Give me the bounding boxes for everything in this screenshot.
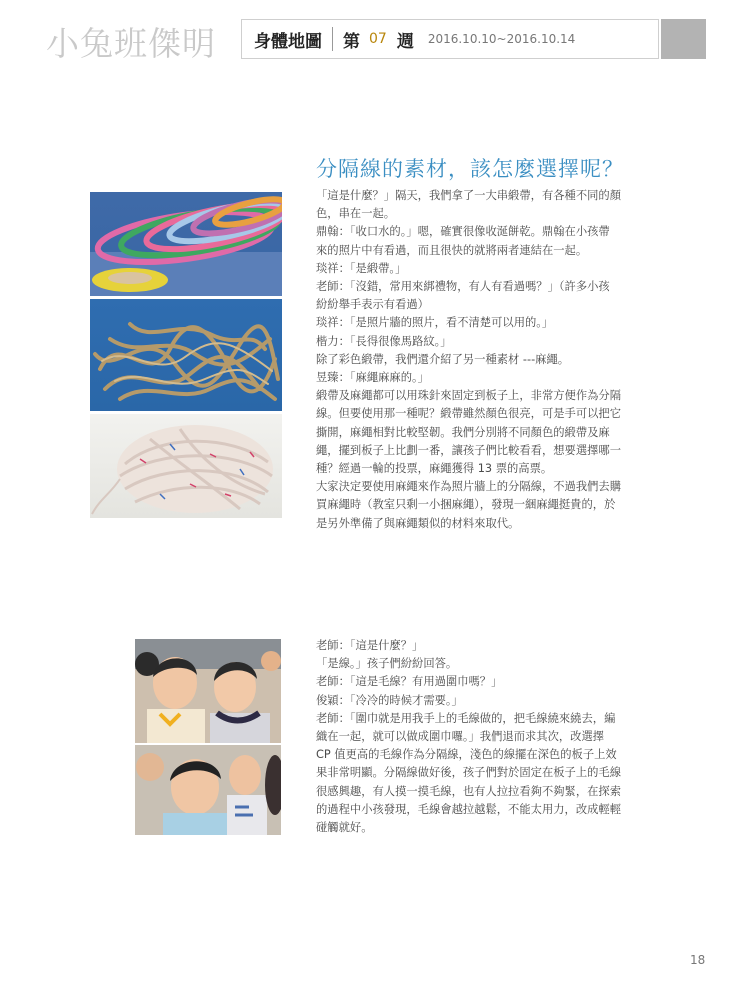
header-bar	[241, 19, 659, 59]
jute-rope-photo	[90, 299, 282, 411]
text-line: 昱臻：「麻繩麻麻的。」	[316, 371, 429, 385]
children-photo-2	[135, 745, 281, 835]
text-line: 「這是什麼？」隔天，我們拿了一大串緞帶，有各種不同的顏	[316, 189, 622, 202]
page-number: 18	[690, 953, 706, 967]
text-line: 碰觸就好。	[316, 821, 373, 835]
text-line: 除了彩色緞帶，我們還介紹了另一種素材 ---麻繩。	[316, 352, 570, 366]
text-line: 織在一起，就可以做成圍巾囉。」我們退而求其次，改選擇	[316, 730, 605, 744]
text-line: 繩，擺到板子上比劃一番，讓孩子們比較看看，想要選擇哪一	[316, 443, 622, 457]
children-photo-1	[135, 639, 281, 743]
header-gray-block	[661, 19, 706, 59]
text-line: 琰祥：「是緞帶。」	[316, 261, 407, 275]
header-divider	[332, 27, 333, 51]
date-range: 2016.10.10~2016.10.14	[427, 32, 576, 46]
paragraph-ribbon-discussion	[316, 187, 656, 533]
text-line: 老師：「這是什麼？」	[316, 639, 424, 652]
week-number: 07	[369, 31, 387, 47]
text-line: 買麻繩時（教室只剩一小捆麻繩），發現一綑麻繩挺貴的，於	[316, 498, 616, 512]
text-line: 楷力：「長得很像馬路紋。」	[316, 334, 452, 348]
text-line: 老師：「圍巾就是用我手上的毛線做的，把毛線繞來繞去，編	[316, 711, 616, 725]
text-line: 種？經過一輪的投票，麻繩獲得 13 票的高票。	[316, 462, 553, 476]
text-line: 老師：「沒錯，常用來綁禮物，有人有看過嗎？」（許多小孩	[316, 280, 610, 294]
text-line: 紛紛舉手表示有看過）	[316, 298, 429, 312]
text-line: 老師：「這是毛線？有用過圍巾嗎？」	[316, 675, 503, 689]
text-line: 色，串在一起。	[316, 207, 396, 221]
text-line: 俊穎：「冷冷的時候才需要。」	[316, 693, 463, 707]
text-line: 鼎翰：「收口水的。」嗯，確實很像收涎餅乾。鼎翰在小孩帶	[316, 225, 610, 239]
text-line: 很感興趣，有人摸一摸毛線，也有人拉拉看夠不夠緊，在探索	[316, 784, 622, 798]
class-name: 小兔班傑明	[46, 24, 216, 63]
text-line: CP 值更高的毛線作為分隔線，淺色的線擺在深色的板子上效	[316, 748, 617, 762]
ribbon-photo	[90, 192, 282, 296]
text-line: 琰祥：「是照片牆的照片，看不清楚可以用的。」	[316, 316, 554, 330]
week-prefix: 第	[343, 31, 360, 52]
week-suffix: 週	[396, 31, 414, 52]
paragraph-yarn-discussion	[316, 637, 656, 837]
text-line: 大家決定要使用麻繩來作為照片牆上的分隔線，不過我們去購	[316, 480, 622, 494]
text-line: 「是線。」孩子們紛紛回答。	[316, 657, 458, 671]
section-title: 分隔線的素材，該怎麼選擇呢？	[316, 157, 624, 181]
yarn-ball-photo	[90, 414, 282, 518]
text-line: 的過程中小孩發現，毛線會越拉越鬆，不能太用力，改成輕輕	[316, 802, 622, 816]
topic-title: 身體地圖	[254, 31, 322, 52]
text-line: 線。但要使用那一種呢？緞帶雖然顏色很亮，可是手可以把它	[316, 407, 622, 421]
text-line: 撕開，麻繩相對比較堅韌。我們分別將不同顏色的緞帶及麻	[316, 425, 610, 439]
text-line: 緞帶及麻繩都可以用珠針來固定到板子上，非常方便作為分隔	[316, 389, 622, 403]
text-line: 來的照片中有看過，而且很快的就將兩者連結在一起。	[316, 243, 588, 257]
text-line: 果非常明顯。分隔線做好後，孩子們對於固定在板子上的毛線	[316, 766, 622, 780]
text-line: 是另外準備了與麻繩類似的材料來取代。	[316, 516, 520, 530]
